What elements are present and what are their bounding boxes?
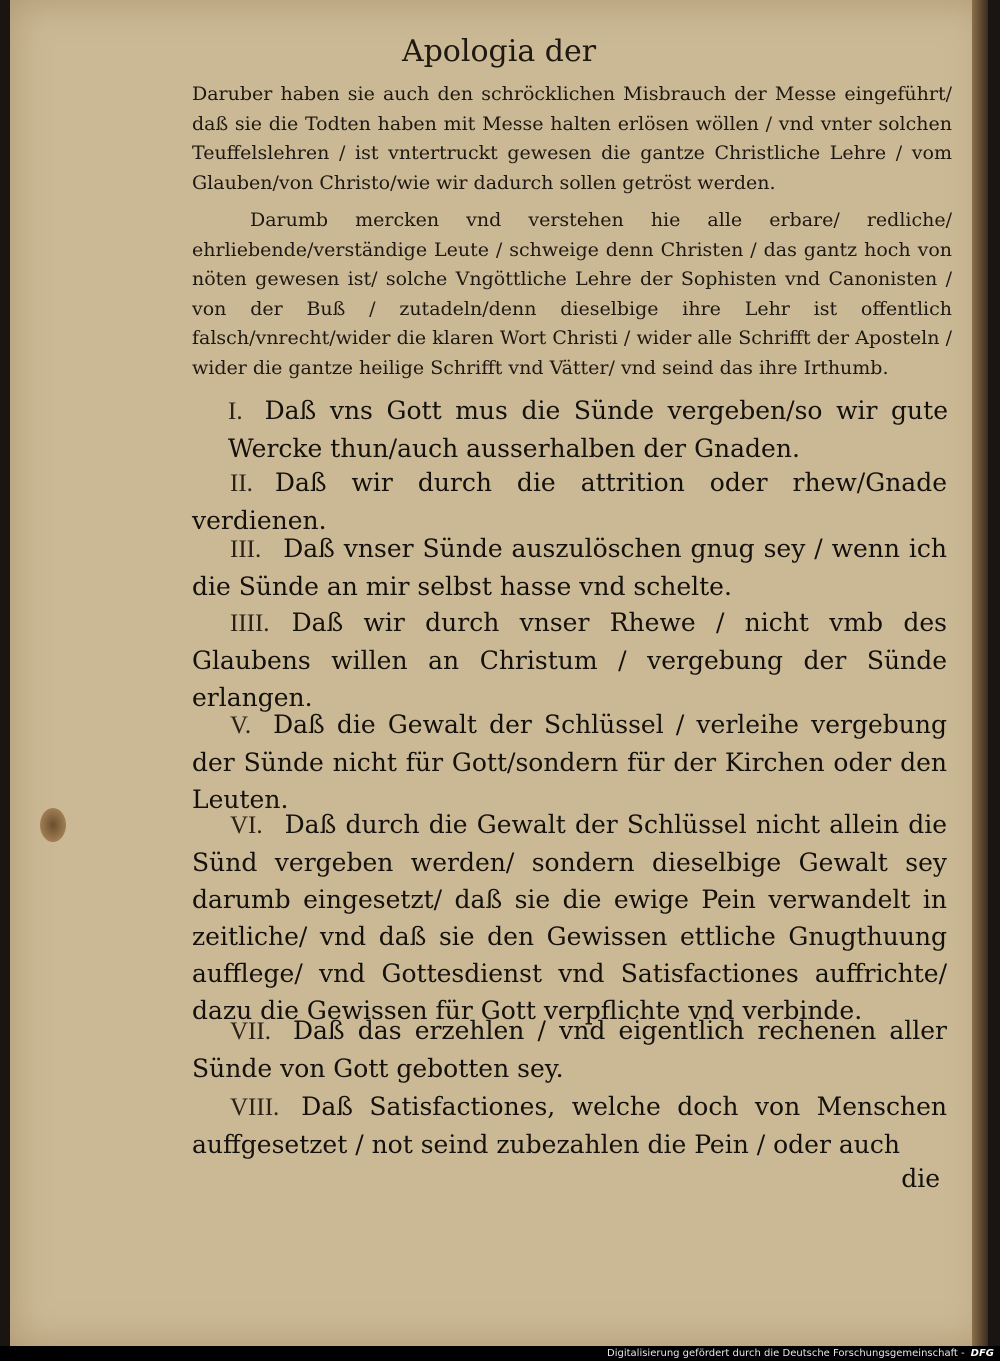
catchword: die [901,1164,940,1193]
item-numeral: VII. [230,1018,271,1045]
running-head: Apologia der [401,34,597,69]
footer-text: Digitalisierung gefördert durch die Deutsche Forschungsgemeinschaft - [607,1348,965,1359]
error-item-4 [192,604,947,716]
book-page [10,0,988,1346]
item-text: Daß vnser Sünde auszulöschen gnug sey / wenn ich die Sünde an mir selbst hasse vnd schelte. [192,534,947,601]
dfg-logo-icon: DFG [970,1348,994,1359]
error-item-7 [192,1012,947,1087]
item-text: Daß durch die Gewalt der Schlüssel nicht allein die Sünd vergeben werden/ sondern dieselbige Gewalt sey darumb eingesetzt/ daß sie die ewige Pein verwandelt in zeitliche/ vnd daß sie den Gewissen ettliche Gnugthuung aufflege/ vnd Gottesdienst vnd Satisfactiones auffrichte/ dazu die Gewissen für Gott verpflichte vnd verbinde. [192,810,947,1025]
item-text: Daß Satisfactiones, welche doch von Menschen auffgesetzet / not seind zubezahlen die Pein / oder auch [192,1092,947,1159]
error-item-3 [192,530,947,605]
digitization-footer [0,1346,1000,1361]
item-numeral: III. [230,536,262,563]
item-numeral: V. [230,712,252,739]
item-numeral: IIII. [230,610,270,637]
item-text: Daß wir durch vnser Rhewe / nicht vmb des Glaubens willen an Christum / vergebung der Sünde erlangen. [192,608,947,712]
item-numeral: VIII. [230,1094,280,1121]
page-gutter [972,0,988,1346]
item-numeral: VI. [230,812,263,839]
error-item-5 [192,706,947,818]
error-item-2 [192,464,947,539]
item-text: Daß wir durch die attrition oder rhew/Gnade verdienen. [192,468,947,535]
item-numeral: II. [230,470,253,497]
error-item-6 [192,806,947,1029]
item-numeral: I. [228,398,243,425]
paragraph-1: Daruber haben sie auch den schröcklichen Misbrauch der Messe eingeführt/ daß sie die Todten haben mit Messe halten erlösen wöllen / vnd vnter solchen Teuffelslehren / ist vntertruckt gewesen die gantze Christliche Lehre / vom Glauben/von Christo/wie wir dadurch sollen getröst werden. [192,83,952,194]
paper-stain [40,808,66,842]
error-item-1 [228,392,948,467]
item-text: Daß die Gewalt der Schlüssel / verleihe vergebung der Sünde nicht für Gott/sondern für der Kirchen oder den Leuten. [192,710,947,814]
item-text: Daß vns Gott mus die Sünde vergeben/so wir gute Wercke thun/auch ausserhalben der Gnaden. [228,396,948,463]
error-item-8 [192,1088,947,1163]
item-text: Daß das erzehlen / vnd eigentlich rechenen aller Sünde von Gott gebotten sey. [192,1016,947,1083]
paragraph-2: Darumb mercken vnd verstehen hie alle erbare/ redliche/ ehrliebende/verständige Leute / schweige denn Christen / das gantz hoch von nöten gewesen ist/ solche Vngöttliche Lehre der Sophisten vnd Canonisten / von der Buß / zutadeln/denn dieselbige ihre Lehr ist offentlich falsch/vnrecht/wider die klaren Wort Christi / wider alle Schrifft der Aposteln / wider die gantze heilige Schrifft vnd Vätter/ vnd seind das ihre Irthumb. [192,209,952,379]
